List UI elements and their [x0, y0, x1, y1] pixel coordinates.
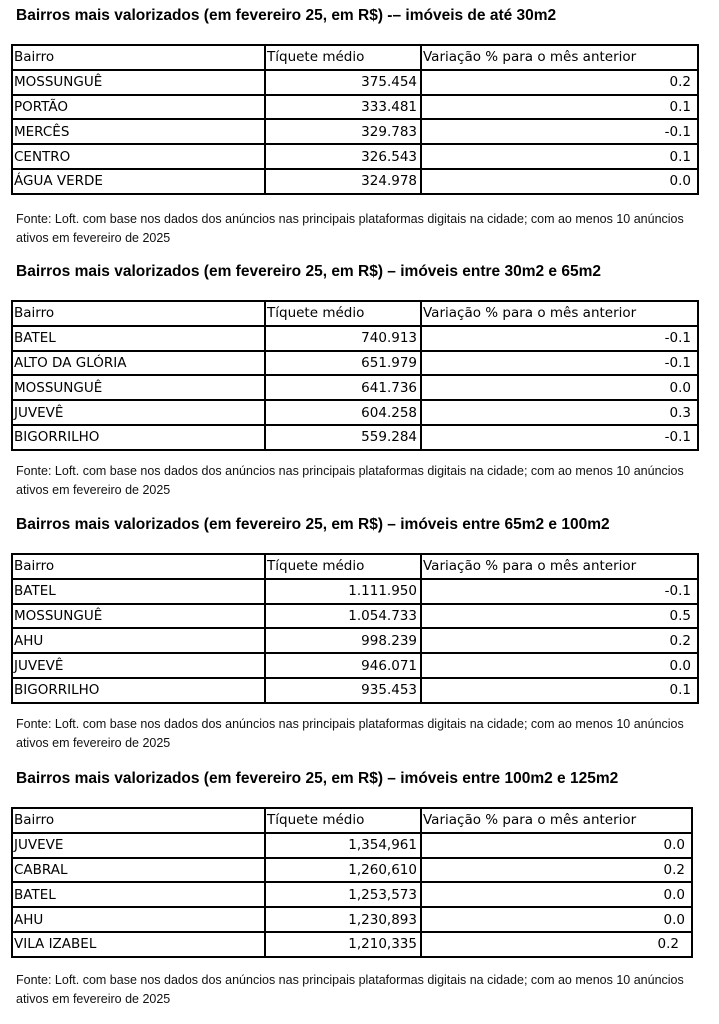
- cell-variacao: 0.2: [421, 628, 698, 653]
- cell-tiquete: 998.239: [265, 628, 421, 653]
- table-row: [12, 604, 698, 629]
- table-row: [12, 351, 698, 376]
- cell-tiquete: 1.054.733: [265, 604, 421, 629]
- table-row: [12, 95, 698, 120]
- column-header-bairro: Bairro: [12, 301, 265, 326]
- cell-bairro: MERCÊS: [12, 119, 265, 144]
- table-header-row: [12, 808, 692, 833]
- column-header-bairro: Bairro: [12, 45, 265, 70]
- cell-bairro: BATEL: [12, 579, 265, 604]
- cell-variacao: 0.0: [421, 375, 698, 400]
- table-row: [12, 579, 698, 604]
- table-row: [12, 400, 698, 425]
- data-table: [11, 44, 699, 195]
- column-header-bairro: Bairro: [12, 808, 265, 833]
- cell-variacao: 0.2: [421, 932, 692, 957]
- table-row: [12, 907, 692, 932]
- cell-tiquete: 1,253,573: [265, 882, 421, 907]
- section-title: Bairros mais valorizados (em fevereiro 25, em R$) – imóveis entre 100m2 e 125m2: [16, 770, 619, 787]
- cell-tiquete: 326.543: [265, 144, 421, 169]
- cell-bairro: AHU: [12, 907, 265, 932]
- cell-tiquete: 1,210,335: [265, 932, 421, 957]
- cell-variacao: 0.0: [421, 882, 692, 907]
- source-note: Fonte: Loft. com base nos dados dos anúncios nas principais plataformas digitais na cidade; com ao menos 10 anúncios ativos em fevereiro de 2025: [16, 212, 684, 245]
- cell-variacao: 0.1: [421, 95, 698, 120]
- cell-variacao: 0.0: [421, 833, 692, 858]
- source-note: Fonte: Loft. com base nos dados dos anúncios nas principais plataformas digitais na cidade; com ao menos 10 anúncios ativos em fevereiro de 2025: [16, 464, 684, 497]
- section-title: Bairros mais valorizados (em fevereiro 25, em R$) – imóveis entre 65m2 e 100m2: [16, 516, 610, 533]
- source-note: Fonte: Loft. com base nos dados dos anúncios nas principais plataformas digitais na cidade; com ao menos 10 anúncios ativos em fevereiro de 2025: [16, 973, 684, 1006]
- cell-variacao: -0.1: [421, 351, 698, 376]
- table-row: [12, 375, 698, 400]
- cell-variacao: 0.3: [421, 400, 698, 425]
- table-row: [12, 833, 692, 858]
- cell-bairro: VILA IZABEL: [12, 932, 265, 957]
- cell-variacao: 0.2: [421, 70, 698, 95]
- column-header-variacao: Variação % para o mês anterior: [421, 301, 698, 326]
- table-row: [12, 653, 698, 678]
- cell-tiquete: 1,354,961: [265, 833, 421, 858]
- cell-variacao: 0.1: [421, 678, 698, 703]
- cell-tiquete: 935.453: [265, 678, 421, 703]
- column-header-tiquete: Tíquete médio: [265, 808, 421, 833]
- cell-tiquete: 651.979: [265, 351, 421, 376]
- cell-variacao: -0.1: [421, 326, 698, 351]
- cell-variacao: 0.0: [421, 907, 692, 932]
- cell-tiquete: 324.978: [265, 169, 421, 194]
- table-row: [12, 169, 698, 194]
- source-note: Fonte: Loft. com base nos dados dos anúncios nas principais plataformas digitais na cidade; com ao menos 10 anúncios ativos em fevereiro de 2025: [16, 717, 684, 750]
- table-row: [12, 326, 698, 351]
- cell-bairro: AHU: [12, 628, 265, 653]
- column-header-variacao: Variação % para o mês anterior: [421, 808, 692, 833]
- column-header-tiquete: Tíquete médio: [265, 301, 421, 326]
- table-header-row: [12, 301, 698, 326]
- cell-tiquete: 641.736: [265, 375, 421, 400]
- cell-bairro: CABRAL: [12, 858, 265, 883]
- table-row: [12, 678, 698, 703]
- table-header-row: [12, 45, 698, 70]
- table-row: [12, 119, 698, 144]
- cell-variacao: 0.0: [421, 169, 698, 194]
- table-row: [12, 858, 692, 883]
- cell-bairro: JUVEVE: [12, 833, 265, 858]
- cell-tiquete: 740.913: [265, 326, 421, 351]
- cell-bairro: ÁGUA VERDE: [12, 169, 265, 194]
- column-header-variacao: Variação % para o mês anterior: [421, 554, 698, 579]
- cell-tiquete: 329.783: [265, 119, 421, 144]
- cell-tiquete: 1,230,893: [265, 907, 421, 932]
- cell-bairro: BIGORRILHO: [12, 678, 265, 703]
- cell-variacao: 0.1: [421, 144, 698, 169]
- cell-tiquete: 375.454: [265, 70, 421, 95]
- cell-tiquete: 1,260,610: [265, 858, 421, 883]
- column-header-tiquete: Tíquete médio: [265, 554, 421, 579]
- cell-tiquete: 559.284: [265, 425, 421, 450]
- table-row: [12, 628, 698, 653]
- cell-bairro: MOSSUNGUÊ: [12, 70, 265, 95]
- cell-bairro: BATEL: [12, 882, 265, 907]
- cell-variacao: 0.0: [421, 653, 698, 678]
- table-row: [12, 932, 692, 957]
- data-table: [11, 300, 699, 451]
- cell-bairro: PORTÃO: [12, 95, 265, 120]
- cell-tiquete: 333.481: [265, 95, 421, 120]
- column-header-bairro: Bairro: [12, 554, 265, 579]
- cell-variacao: 0.2: [421, 858, 692, 883]
- section-title: Bairros mais valorizados (em fevereiro 25, em R$) – imóveis entre 30m2 e 65m2: [16, 263, 601, 280]
- cell-tiquete: 1.111.950: [265, 579, 421, 604]
- cell-bairro: MOSSUNGUÊ: [12, 375, 265, 400]
- column-header-variacao: Variação % para o mês anterior: [421, 45, 698, 70]
- cell-bairro: ALTO DA GLÓRIA: [12, 351, 265, 376]
- cell-bairro: BATEL: [12, 326, 265, 351]
- table-row: [12, 425, 698, 450]
- cell-variacao: -0.1: [421, 579, 698, 604]
- cell-tiquete: 604.258: [265, 400, 421, 425]
- cell-bairro: CENTRO: [12, 144, 265, 169]
- cell-variacao: -0.1: [421, 425, 698, 450]
- data-table: [11, 807, 693, 958]
- cell-bairro: MOSSUNGUÊ: [12, 604, 265, 629]
- section-title: Bairros mais valorizados (em fevereiro 25, em R$) -– imóveis de até 30m2: [16, 7, 557, 24]
- table-header-row: [12, 554, 698, 579]
- cell-bairro: JUVEVÊ: [12, 400, 265, 425]
- cell-variacao: -0.1: [421, 119, 698, 144]
- table-row: [12, 882, 692, 907]
- table-row: [12, 144, 698, 169]
- cell-variacao: 0.5: [421, 604, 698, 629]
- table-row: [12, 70, 698, 95]
- column-header-tiquete: Tíquete médio: [265, 45, 421, 70]
- cell-bairro: BIGORRILHO: [12, 425, 265, 450]
- cell-bairro: JUVEVÊ: [12, 653, 265, 678]
- data-table: [11, 553, 699, 704]
- cell-tiquete: 946.071: [265, 653, 421, 678]
